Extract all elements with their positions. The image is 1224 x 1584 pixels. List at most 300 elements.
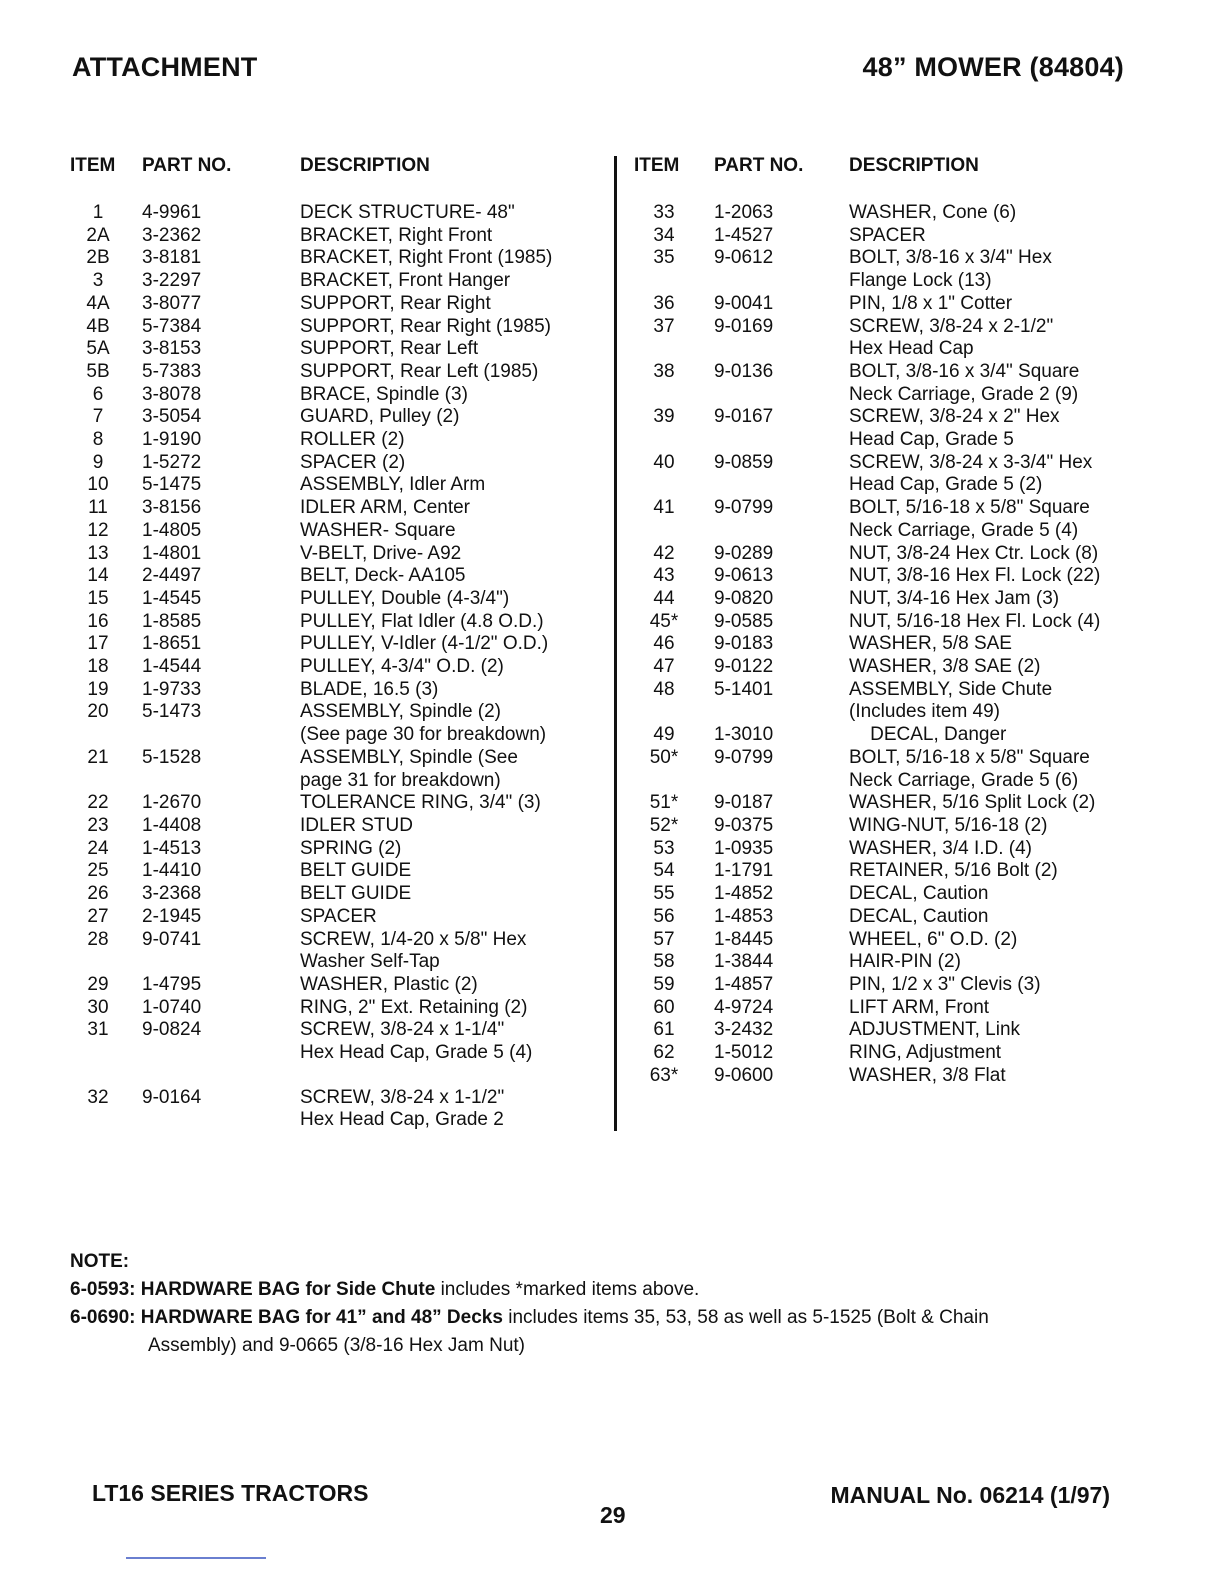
- note-1-bold: HARDWARE BAG for Side Chute: [140, 1279, 436, 1300]
- description-cell: PULLEY, Flat Idler (4.8 O.D.): [300, 610, 544, 632]
- description-cell: WING-NUT, 5/16-18 (2): [849, 814, 1048, 836]
- part-no-cell: 2-1945: [142, 905, 202, 927]
- item-cell: 42: [653, 542, 675, 564]
- item-cell: [634, 520, 694, 543]
- item-cell: [634, 338, 694, 361]
- part-no-cell: [126, 951, 300, 974]
- description-cell: PULLEY, Double (4-3/4"): [300, 587, 510, 609]
- item-cell: 7: [92, 406, 104, 428]
- part-no-cell: 1-4513: [142, 837, 202, 859]
- table-row: [634, 565, 1194, 588]
- table-row: [70, 429, 610, 452]
- table-row: [634, 316, 1194, 339]
- part-no-cell: 1-9190: [142, 429, 202, 451]
- table-row: [70, 247, 610, 270]
- table-row: [70, 588, 610, 611]
- part-no-cell: 1-4410: [142, 860, 202, 882]
- description-cell: Head Cap, Grade 5: [849, 429, 1014, 451]
- description-cell: ASSEMBLY, Spindle (See: [300, 746, 518, 768]
- item-cell: 56: [653, 905, 675, 927]
- table-row: [70, 633, 610, 656]
- description-cell: BOLT, 5/16-18 x 5/8" Square: [849, 746, 1090, 768]
- description-cell: HAIR-PIN (2): [849, 951, 961, 973]
- table-row: [70, 361, 610, 384]
- item-cell: [70, 770, 126, 793]
- part-no-cell: 4-9724: [714, 996, 774, 1018]
- item-cell: 48: [653, 678, 675, 700]
- table-row: [634, 929, 1194, 952]
- item-cell: 27: [87, 905, 109, 927]
- table-row: [634, 656, 1194, 679]
- part-no-cell: [694, 474, 849, 497]
- part-no-cell: 3-2362: [142, 224, 202, 246]
- item-cell: [70, 724, 126, 747]
- part-no-cell: [126, 770, 300, 793]
- table-row: [70, 316, 610, 339]
- item-cell: 43: [653, 565, 675, 587]
- description-cell: Hex Head Cap, Grade 2: [300, 1109, 504, 1131]
- part-no-cell: 3-8153: [142, 338, 202, 360]
- table-row: [634, 384, 1194, 407]
- item-cell: 37: [653, 315, 675, 337]
- part-no-cell: 1-4857: [714, 973, 774, 995]
- description-cell: WASHER, 5/16 Split Lock (2): [849, 792, 1096, 814]
- part-no-cell: 1-1791: [714, 860, 774, 882]
- notes-section: [70, 1248, 1070, 1360]
- part-no-cell: 9-0824: [142, 1019, 202, 1041]
- description-cell: WASHER, 3/8 SAE (2): [849, 656, 1041, 678]
- part-no-cell: 9-0136: [714, 360, 774, 382]
- item-cell: 3: [92, 270, 104, 292]
- table-row: [634, 747, 1194, 770]
- item-cell: 10: [87, 474, 109, 496]
- table-row: [634, 770, 1194, 793]
- item-cell: 9: [92, 451, 104, 473]
- part-no-cell: 3-5054: [142, 406, 202, 428]
- part-no-cell: [694, 429, 849, 452]
- table-row: [634, 611, 1194, 634]
- note-2-code: 6-0690:: [70, 1307, 136, 1328]
- part-no-cell: 1-2063: [714, 202, 774, 223]
- part-no-cell: 1-4795: [142, 973, 202, 995]
- part-no-cell: 9-0183: [714, 633, 774, 655]
- part-no-cell: 1-8445: [714, 928, 774, 950]
- item-cell: 28: [87, 928, 109, 950]
- table-body-right: [634, 202, 1194, 1087]
- table-row: [70, 338, 610, 361]
- description-cell: GUARD, Pulley (2): [300, 406, 460, 428]
- note-2-text: includes items 35, 53, 58 as well as 5-1525 (Bolt & Chain: [508, 1307, 989, 1328]
- part-no-cell: 9-0612: [714, 247, 774, 269]
- description-cell: TOLERANCE RING, 3/4" (3): [300, 792, 541, 814]
- item-cell: 62: [653, 1042, 675, 1064]
- note-2-continued: Assembly) and 9-0665 (3/8-16 Hex Jam Nut): [148, 1335, 525, 1356]
- part-no-cell: 1-2670: [142, 792, 202, 814]
- column-header-description: DESCRIPTION: [849, 155, 979, 176]
- note-title: NOTE:: [70, 1251, 130, 1272]
- description-cell: Hex Head Cap: [849, 338, 974, 360]
- note-2: [70, 1304, 1070, 1332]
- table-row: [70, 951, 610, 974]
- part-no-cell: 1-4544: [142, 656, 202, 678]
- description-cell: SCREW, 3/8-24 x 3-3/4" Hex: [849, 451, 1093, 473]
- table-row: [70, 997, 610, 1020]
- part-no-cell: 5-1473: [142, 701, 202, 723]
- table-row: [634, 974, 1194, 997]
- note-1-text: includes *marked items above.: [440, 1279, 700, 1300]
- item-cell: 26: [87, 883, 109, 905]
- item-cell: 15: [87, 587, 109, 609]
- part-no-cell: 9-0167: [714, 406, 774, 428]
- description-cell: LIFT ARM, Front: [849, 996, 990, 1018]
- description-cell: IDLER ARM, Center: [300, 497, 470, 519]
- item-cell: [634, 270, 694, 293]
- table-row: [634, 406, 1194, 429]
- description-cell: page 31 for breakdown): [300, 769, 501, 791]
- description-cell: Head Cap, Grade 5 (2): [849, 474, 1043, 496]
- table-row: [70, 656, 610, 679]
- table-row: [70, 497, 610, 520]
- description-cell: SUPPORT, Rear Right (1985): [300, 315, 551, 337]
- description-cell: BELT GUIDE: [300, 883, 412, 905]
- description-cell: ROLLER (2): [300, 429, 405, 451]
- item-cell: 23: [87, 814, 109, 836]
- item-cell: 24: [87, 837, 109, 859]
- part-no-cell: 1-0935: [714, 837, 774, 859]
- table-row: [70, 679, 610, 702]
- column-header-item: ITEM: [634, 155, 680, 176]
- part-no-cell: 9-0799: [714, 497, 774, 519]
- item-cell: 57: [653, 928, 675, 950]
- table-row: [634, 202, 1194, 225]
- table-row: [634, 293, 1194, 316]
- part-no-cell: 1-0740: [142, 996, 202, 1018]
- part-no-cell: 1-5012: [714, 1042, 774, 1064]
- table-row: [634, 1019, 1194, 1042]
- part-no-cell: 9-0585: [714, 610, 774, 632]
- note-1-code: 6-0593:: [70, 1279, 136, 1300]
- item-cell: 50*: [649, 746, 679, 768]
- part-no-cell: [694, 384, 849, 407]
- description-cell: NUT, 3/4-16 Hex Jam (3): [849, 587, 1060, 609]
- description-cell: IDLER STUD: [300, 814, 413, 836]
- table-row: [634, 701, 1194, 724]
- part-no-cell: [126, 1109, 300, 1132]
- table-row: [634, 951, 1194, 974]
- table-row: [70, 747, 610, 770]
- note-2-bold: HARDWARE BAG for 41” and 48” Decks: [140, 1307, 503, 1328]
- part-no-cell: 5-1401: [714, 678, 774, 700]
- table-row: [70, 406, 610, 429]
- item-cell: 2B: [86, 247, 110, 269]
- item-cell: 39: [653, 406, 675, 428]
- description-cell: SPACER: [300, 905, 377, 927]
- item-cell: [634, 701, 694, 724]
- table-row: [634, 838, 1194, 861]
- description-cell: DECK STRUCTURE- 48": [300, 202, 515, 223]
- footer-series: LT16 SERIES TRACTORS: [92, 1480, 369, 1506]
- item-cell: [70, 1109, 126, 1132]
- table-row: [634, 474, 1194, 497]
- description-cell: BLADE, 16.5 (3): [300, 678, 439, 700]
- description-cell: SCREW, 3/8-24 x 2" Hex: [849, 406, 1060, 428]
- item-cell: 49: [653, 724, 675, 746]
- description-cell: PIN, 1/2 x 3" Clevis (3): [849, 973, 1041, 995]
- part-no-cell: [694, 770, 849, 793]
- item-cell: 33: [653, 202, 675, 223]
- part-no-cell: 9-0187: [714, 792, 774, 814]
- description-cell: WASHER, Cone (6): [849, 202, 1017, 223]
- description-cell: SCREW, 1/4-20 x 5/8" Hex: [300, 928, 527, 950]
- part-no-cell: 3-2297: [142, 270, 202, 292]
- table-row: [70, 860, 610, 883]
- description-cell: V-BELT, Drive- A92: [300, 542, 462, 564]
- item-cell: 21: [87, 746, 109, 768]
- part-no-cell: 1-4527: [714, 224, 774, 246]
- table-row: [634, 225, 1194, 248]
- part-no-cell: 1-4853: [714, 905, 774, 927]
- table-row: [70, 1087, 610, 1110]
- table-header: [634, 154, 1194, 178]
- description-cell: NUT, 3/8-16 Hex Fl. Lock (22): [849, 565, 1101, 587]
- part-no-cell: 9-0799: [714, 746, 774, 768]
- page-number: 29: [600, 1502, 626, 1528]
- item-cell: 36: [653, 292, 675, 314]
- table-row: [70, 520, 610, 543]
- table-row: [634, 429, 1194, 452]
- item-cell: 5B: [86, 360, 110, 382]
- item-cell: 38: [653, 360, 675, 382]
- table-row: [70, 815, 610, 838]
- table-row: [70, 225, 610, 248]
- part-no-cell: 9-0041: [714, 292, 774, 314]
- item-cell: 58: [653, 951, 675, 973]
- table-row: [634, 247, 1194, 270]
- table-row: [70, 611, 610, 634]
- part-no-cell: 3-2368: [142, 883, 202, 905]
- item-cell: 25: [87, 860, 109, 882]
- table-row: [634, 520, 1194, 543]
- item-cell: 30: [87, 996, 109, 1018]
- table-row: [70, 974, 610, 997]
- table-row: [70, 293, 610, 316]
- part-no-cell: [126, 1042, 300, 1065]
- description-cell: BRACE, Spindle (3): [300, 383, 468, 405]
- description-cell: SCREW, 3/8-24 x 2-1/2": [849, 315, 1054, 337]
- part-no-cell: [694, 520, 849, 543]
- part-no-cell: 9-0164: [142, 1086, 202, 1108]
- description-cell: BRACKET, Right Front: [300, 224, 493, 246]
- table-row: [634, 1042, 1194, 1065]
- description-cell: NUT, 3/8-24 Hex Ctr. Lock (8): [849, 542, 1099, 564]
- part-no-cell: 9-0169: [714, 315, 774, 337]
- table-row: [634, 724, 1194, 747]
- description-cell: WASHER, 3/4 I.D. (4): [849, 837, 1032, 859]
- item-cell: 52*: [649, 814, 679, 836]
- item-cell: [634, 770, 694, 793]
- description-cell: NUT, 5/16-18 Hex Fl. Lock (4): [849, 610, 1101, 632]
- item-cell: 4A: [86, 292, 110, 314]
- table-row: [70, 1109, 610, 1132]
- description-cell: ASSEMBLY, Spindle (2): [300, 701, 502, 723]
- table-row: [634, 883, 1194, 906]
- description-cell: BOLT, 3/8-16 x 3/4" Hex: [849, 247, 1052, 269]
- description-cell: Neck Carriage, Grade 5 (4): [849, 519, 1079, 541]
- description-cell: Neck Carriage, Grade 2 (9): [849, 383, 1079, 405]
- item-cell: 47: [653, 656, 675, 678]
- item-cell: 32: [87, 1086, 109, 1108]
- part-no-cell: 9-0859: [714, 451, 774, 473]
- column-divider: [614, 156, 617, 1131]
- parts-table-left: [70, 154, 610, 1132]
- part-no-cell: 3-8181: [142, 247, 202, 269]
- table-row: [70, 792, 610, 815]
- part-no-cell: 9-0820: [714, 587, 774, 609]
- table-row: [634, 860, 1194, 883]
- part-no-cell: 1-3844: [714, 951, 774, 973]
- column-header-description: DESCRIPTION: [300, 155, 430, 176]
- description-cell: (Includes item 49): [849, 701, 1001, 723]
- table-row: [70, 1019, 610, 1042]
- item-cell: 12: [87, 519, 109, 541]
- part-no-cell: 5-1475: [142, 474, 202, 496]
- description-cell: RING, 2" Ext. Retaining (2): [300, 996, 528, 1018]
- item-cell: 29: [87, 973, 109, 995]
- description-cell: WHEEL, 6" O.D. (2): [849, 928, 1018, 950]
- item-cell: 1: [92, 202, 104, 223]
- item-cell: 44: [653, 587, 675, 609]
- item-cell: 41: [653, 497, 675, 519]
- table-row: [634, 633, 1194, 656]
- table-row: [70, 770, 610, 793]
- table-row: [634, 906, 1194, 929]
- item-cell: 2A: [86, 224, 110, 246]
- part-no-cell: 1-5272: [142, 451, 202, 473]
- description-cell: SPACER (2): [300, 451, 406, 473]
- part-no-cell: 9-0289: [714, 542, 774, 564]
- part-no-cell: 3-8077: [142, 292, 202, 314]
- description-cell: WASHER, 3/8 Flat: [849, 1064, 1006, 1086]
- table-row: [634, 497, 1194, 520]
- item-cell: 45*: [649, 610, 679, 632]
- table-row: [634, 815, 1194, 838]
- description-cell: Neck Carriage, Grade 5 (6): [849, 769, 1079, 791]
- table-row: [70, 452, 610, 475]
- description-cell: SUPPORT, Rear Left: [300, 338, 479, 360]
- part-no-cell: 5-7383: [142, 360, 202, 382]
- description-cell: ASSEMBLY, Idler Arm: [300, 474, 486, 496]
- item-cell: [634, 429, 694, 452]
- table-row: [70, 701, 610, 724]
- item-cell: 5A: [86, 338, 110, 360]
- item-cell: 54: [653, 860, 675, 882]
- item-cell: [70, 1042, 126, 1065]
- table-row: [634, 997, 1194, 1020]
- part-no-cell: [694, 270, 849, 293]
- part-no-cell: 3-2432: [714, 1019, 774, 1041]
- table-row: [70, 838, 610, 861]
- part-no-cell: 1-4545: [142, 587, 202, 609]
- part-no-cell: 5-1528: [142, 746, 202, 768]
- item-cell: 8: [92, 429, 104, 451]
- part-no-cell: 1-4805: [142, 519, 202, 541]
- part-no-cell: 4-9961: [142, 202, 202, 223]
- item-cell: 63*: [649, 1064, 679, 1086]
- item-cell: 11: [88, 497, 108, 519]
- part-no-cell: [126, 724, 300, 747]
- item-cell: [70, 951, 126, 974]
- part-no-cell: 1-8651: [142, 633, 202, 655]
- table-body-left: [70, 202, 610, 1132]
- item-cell: 51*: [649, 792, 679, 814]
- description-cell: SCREW, 3/8-24 x 1-1/4": [300, 1019, 505, 1041]
- scan-artifact-line: [126, 1557, 266, 1559]
- item-cell: 20: [87, 701, 109, 723]
- table-row: [634, 792, 1194, 815]
- description-cell: SPRING (2): [300, 837, 402, 859]
- part-no-cell: 3-8078: [142, 383, 202, 405]
- item-cell: 19: [87, 678, 109, 700]
- part-no-cell: 1-8585: [142, 610, 202, 632]
- item-cell: 22: [87, 792, 109, 814]
- description-cell: DECAL, Danger: [849, 724, 1007, 746]
- table-row: [70, 565, 610, 588]
- description-cell: PULLEY, 4-3/4" O.D. (2): [300, 656, 504, 678]
- table-row: [70, 1042, 610, 1065]
- table-row: [70, 724, 610, 747]
- description-cell: BOLT, 3/8-16 x 3/4" Square: [849, 360, 1080, 382]
- description-cell: Hex Head Cap, Grade 5 (4): [300, 1042, 533, 1064]
- description-cell: ADJUSTMENT, Link: [849, 1019, 1021, 1041]
- item-cell: 59: [653, 973, 675, 995]
- table-row: [70, 883, 610, 906]
- item-cell: 17: [87, 633, 109, 655]
- item-cell: 60: [653, 996, 675, 1018]
- table-row: [634, 452, 1194, 475]
- description-cell: Washer Self-Tap: [300, 951, 440, 973]
- note-1: [70, 1276, 1070, 1304]
- table-row: [634, 361, 1194, 384]
- item-cell: 6: [92, 383, 104, 405]
- part-no-cell: 1-4408: [142, 814, 202, 836]
- description-cell: PIN, 1/8 x 1" Cotter: [849, 292, 1013, 314]
- description-cell: ASSEMBLY, Side Chute: [849, 678, 1053, 700]
- item-cell: 53: [653, 837, 675, 859]
- description-cell: BOLT, 5/16-18 x 5/8" Square: [849, 497, 1090, 519]
- description-cell: PULLEY, V-Idler (4-1/2" O.D.): [300, 633, 549, 655]
- description-cell: SUPPORT, Rear Left (1985): [300, 360, 539, 382]
- part-no-cell: 1-9733: [142, 678, 202, 700]
- part-no-cell: 5-7384: [142, 315, 202, 337]
- table-row: [70, 929, 610, 952]
- table-row: [70, 474, 610, 497]
- description-cell: DECAL, Caution: [849, 905, 989, 927]
- description-cell: SCREW, 3/8-24 x 1-1/2": [300, 1086, 505, 1108]
- item-cell: 35: [653, 247, 675, 269]
- part-no-cell: 9-0741: [142, 928, 202, 950]
- description-cell: SUPPORT, Rear Right: [300, 292, 491, 314]
- item-cell: 46: [653, 633, 675, 655]
- table-row: [70, 906, 610, 929]
- parts-table-right: [634, 154, 1194, 1087]
- description-cell: DECAL, Caution: [849, 883, 989, 905]
- item-cell: 14: [87, 565, 109, 587]
- item-cell: 13: [87, 542, 109, 564]
- description-cell: (See page 30 for breakdown): [300, 724, 547, 746]
- part-no-cell: 9-0600: [714, 1064, 774, 1086]
- page-header-left: ATTACHMENT: [72, 52, 258, 82]
- item-cell: [634, 474, 694, 497]
